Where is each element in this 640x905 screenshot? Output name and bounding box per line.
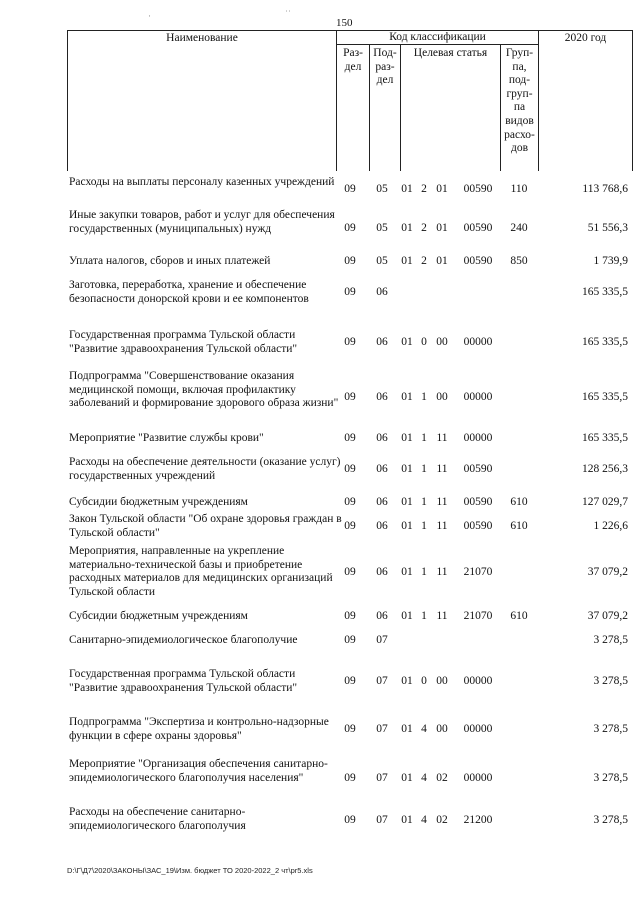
- row-amount: 3 278,5: [593, 723, 628, 735]
- scan-speck: ˙˙: [285, 9, 291, 19]
- row-cs3: 11: [436, 566, 448, 578]
- row-name: Мероприятие "Развитие службы крови": [69, 432, 264, 444]
- row-cs1: 01: [401, 432, 413, 444]
- row-cs3: 02: [436, 772, 448, 784]
- row-podrazdel: 06: [376, 432, 388, 444]
- row-cs4: 00000: [463, 336, 493, 348]
- row-name: Мероприятие "Организация обеспечения санитарно-эпидемиологического благополучия населения": [69, 758, 328, 784]
- row-podrazdel: 06: [376, 286, 388, 298]
- row-name: Субсидии бюджетным учреждениям: [69, 610, 248, 622]
- row-cs4: 00000: [463, 675, 493, 687]
- page-number: 150: [336, 17, 353, 29]
- row-amount: 1 226,6: [593, 520, 628, 532]
- row-razdel: 09: [344, 222, 356, 234]
- row-vr: 110: [510, 183, 528, 195]
- row-cs3: 11: [436, 432, 448, 444]
- row-cs1: 01: [401, 610, 413, 622]
- row-razdel: 09: [344, 463, 356, 475]
- row-cs1: 01: [401, 496, 413, 508]
- row-cs3: 02: [436, 814, 448, 826]
- row-name: Подпрограмма "Экспертиза и контрольно-надзорные функции в сфере охраны здоровья": [69, 716, 329, 742]
- row-cs4: 21070: [463, 610, 493, 622]
- row-podrazdel: 07: [376, 723, 388, 735]
- row-podrazdel: 05: [376, 222, 388, 234]
- row-razdel: 09: [344, 634, 356, 646]
- row-name: Государственная программа Тульской области "Развитие здравоохранения Тульской области": [69, 668, 298, 694]
- row-amount: 3 278,5: [593, 814, 628, 826]
- row-name: Закон Тульской области "Об охране здоровья граждан в Тульской области": [69, 513, 342, 539]
- table-header: [67, 30, 633, 171]
- row-cs3: 00: [436, 391, 448, 403]
- row-cs1: 01: [401, 391, 413, 403]
- row-cs4: 00590: [463, 496, 493, 508]
- row-razdel: 09: [344, 566, 356, 578]
- scan-speck: ·: [148, 11, 151, 21]
- row-amount: 165 335,5: [582, 432, 628, 444]
- row-cs1: 01: [401, 255, 413, 267]
- row-cs1: 01: [401, 772, 413, 784]
- row-amount: 3 278,5: [593, 634, 628, 646]
- row-vr: 610: [510, 610, 528, 622]
- row-cs4: 00590: [463, 183, 493, 195]
- row-amount: 128 256,3: [582, 463, 628, 475]
- row-amount: 127 029,7: [582, 496, 628, 508]
- header-target-article: Целевая статья: [413, 47, 488, 59]
- row-cs3: 00: [436, 675, 448, 687]
- row-podrazdel: 06: [376, 566, 388, 578]
- row-cs3: 11: [436, 463, 448, 475]
- row-vr: 610: [510, 496, 528, 508]
- row-podrazdel: 07: [376, 814, 388, 826]
- row-cs3: 11: [436, 610, 448, 622]
- row-podrazdel: 06: [376, 496, 388, 508]
- row-cs3: 11: [436, 496, 448, 508]
- row-amount: 37 079,2: [587, 610, 628, 622]
- row-cs2: 1: [421, 432, 427, 444]
- row-amount: 3 278,5: [593, 772, 628, 784]
- row-cs3: 00: [436, 723, 448, 735]
- row-cs4: 00000: [463, 391, 493, 403]
- row-amount: 37 079,2: [587, 566, 628, 578]
- row-cs2: 1: [421, 566, 427, 578]
- row-cs4: 00590: [463, 463, 493, 475]
- row-cs1: 01: [401, 336, 413, 348]
- header-section: Раз-дел: [343, 47, 363, 73]
- row-razdel: 09: [344, 183, 356, 195]
- row-podrazdel: 05: [376, 255, 388, 267]
- row-amount: 51 556,3: [587, 222, 628, 234]
- row-cs2: 4: [421, 814, 427, 826]
- row-cs2: 1: [421, 463, 427, 475]
- row-name: Уплата налогов, сборов и иных платежей: [69, 255, 271, 267]
- row-cs4: 00590: [463, 520, 493, 532]
- row-cs2: 0: [421, 336, 427, 348]
- row-cs2: 1: [421, 520, 427, 532]
- row-razdel: 09: [344, 391, 356, 403]
- row-amount: 165 335,5: [582, 336, 628, 348]
- row-razdel: 09: [344, 496, 356, 508]
- row-podrazdel: 06: [376, 336, 388, 348]
- header-expense-group: Груп-па, под-груп-па видов расхо-дов: [504, 47, 535, 155]
- row-cs3: 11: [436, 520, 448, 532]
- row-cs2: 2: [421, 183, 427, 195]
- row-name: Расходы на выплаты персоналу казенных учреждений: [69, 176, 335, 188]
- row-podrazdel: 06: [376, 463, 388, 475]
- row-amount: 165 335,5: [582, 391, 628, 403]
- header-code-group: Код классификации: [389, 31, 486, 43]
- row-cs1: 01: [401, 463, 413, 475]
- row-amount: 3 278,5: [593, 675, 628, 687]
- row-cs2: 2: [421, 255, 427, 267]
- row-amount: 1 739,9: [593, 255, 628, 267]
- row-podrazdel: 05: [376, 183, 388, 195]
- row-cs4: 00590: [463, 222, 493, 234]
- row-name: Заготовка, переработка, хранение и обеспечение безопасности донорской крови и ее компонентов: [69, 279, 309, 305]
- header-name: Наименование: [166, 32, 238, 44]
- row-cs2: 1: [421, 610, 427, 622]
- row-cs2: 1: [421, 496, 427, 508]
- row-cs1: 01: [401, 566, 413, 578]
- header-subsection: Под-раз-дел: [373, 47, 397, 87]
- row-cs1: 01: [401, 675, 413, 687]
- row-cs1: 01: [401, 723, 413, 735]
- row-razdel: 09: [344, 520, 356, 532]
- row-cs3: 01: [436, 183, 448, 195]
- row-cs2: 2: [421, 222, 427, 234]
- row-podrazdel: 06: [376, 610, 388, 622]
- row-podrazdel: 07: [376, 675, 388, 687]
- row-cs4: 21200: [463, 814, 493, 826]
- row-cs1: 01: [401, 520, 413, 532]
- row-cs2: 4: [421, 772, 427, 784]
- row-cs3: 00: [436, 336, 448, 348]
- row-name: Санитарно-эпидемиологическое благополучие: [69, 634, 298, 646]
- row-razdel: 09: [344, 723, 356, 735]
- row-name: Расходы на обеспечение санитарно-эпидемиологического благополучия: [69, 806, 246, 832]
- row-cs1: 01: [401, 183, 413, 195]
- row-name: Государственная программа Тульской области "Развитие здравоохранения Тульской области": [69, 329, 298, 355]
- row-razdel: 09: [344, 772, 356, 784]
- row-name: Расходы на обеспечение деятельности (оказание услуг) государственных учреждений: [69, 456, 341, 482]
- row-podrazdel: 06: [376, 391, 388, 403]
- row-name: Подпрограмма "Совершенствование оказания медицинской помощи, включая профилактику заболеваний и формирование здорового образа жизни": [69, 370, 339, 409]
- row-razdel: 09: [344, 814, 356, 826]
- file-path-footer: D:\Г\Д7\2020\ЗАКОНЫ\ЗАС_19\Изм. бюджет ТО 2020-2022_2 чт\pr5.xls: [67, 866, 313, 875]
- row-razdel: 09: [344, 286, 356, 298]
- row-cs4: 00590: [463, 255, 493, 267]
- header-year: 2020 год: [564, 32, 607, 44]
- row-vr: 850: [510, 255, 528, 267]
- row-name: Иные закупки товаров, работ и услуг для обеспечения государственных (муниципальных) нужд: [69, 209, 335, 235]
- row-cs3: 01: [436, 222, 448, 234]
- row-cs4: 21070: [463, 566, 493, 578]
- row-vr: 610: [510, 520, 528, 532]
- row-cs2: 1: [421, 391, 427, 403]
- row-cs4: 00000: [463, 432, 493, 444]
- row-podrazdel: 07: [376, 634, 388, 646]
- row-podrazdel: 07: [376, 772, 388, 784]
- row-name: Мероприятия, направленные на укрепление материально-технической базы и приобретение расходных материалов для медицинских организаций Тульской области: [69, 545, 333, 598]
- row-razdel: 09: [344, 255, 356, 267]
- row-amount: 165 335,5: [582, 286, 628, 298]
- row-cs2: 0: [421, 675, 427, 687]
- row-razdel: 09: [344, 432, 356, 444]
- row-cs3: 01: [436, 255, 448, 267]
- row-razdel: 09: [344, 336, 356, 348]
- row-name: Субсидии бюджетным учреждениям: [69, 496, 248, 508]
- row-cs4: 00000: [463, 772, 493, 784]
- row-amount: 113 768,6: [582, 183, 628, 195]
- row-cs2: 4: [421, 723, 427, 735]
- row-razdel: 09: [344, 610, 356, 622]
- row-cs1: 01: [401, 222, 413, 234]
- row-cs1: 01: [401, 814, 413, 826]
- row-podrazdel: 06: [376, 520, 388, 532]
- row-razdel: 09: [344, 675, 356, 687]
- row-vr: 240: [510, 222, 528, 234]
- row-cs4: 00000: [463, 723, 493, 735]
